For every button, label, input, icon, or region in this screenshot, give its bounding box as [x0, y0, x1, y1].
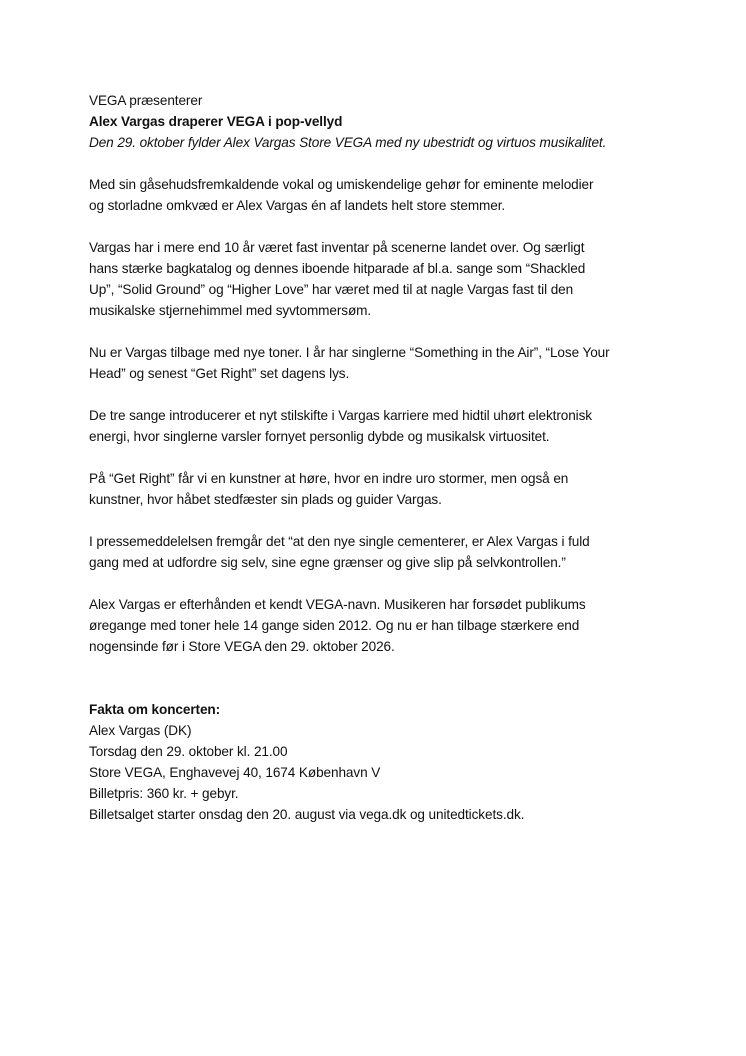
facts-block — [89, 699, 669, 825]
paragraph-line: Med sin gåsehudsfremkaldende vokal og umiskendelige gehør for eminente melodier — [89, 177, 594, 192]
paragraph-line: musikalske stjernehimmel med syvtommersøm. — [89, 303, 372, 318]
paragraph-line: og storladne omkvæd er Alex Vargas én af landets helt store stemmer. — [89, 198, 506, 213]
paragraph-2 — [89, 237, 669, 321]
facts-date: Torsdag den 29. oktober kl. 21.00 — [89, 744, 288, 759]
paragraph-line: nogensinde før i Store VEGA den 29. oktober 2026. — [89, 639, 395, 654]
facts-venue: Store VEGA, Enghavevej 40, 1674 København V — [89, 765, 381, 780]
paragraph-line: Nu er Vargas tilbage med nye toner. I år har singlerne “Something in the Air”, “Lose Your — [89, 345, 610, 360]
paragraph-4 — [89, 405, 669, 447]
subheadline: Den 29. oktober fylder Alex Vargas Store VEGA med ny ubestridt og virtuos musikalitet. — [89, 135, 607, 150]
facts-artist: Alex Vargas (DK) — [89, 723, 192, 738]
facts-sale: Billetsalget starter onsdag den 20. august via vega.dk og unitedtickets.dk. — [89, 807, 525, 822]
paragraph-line: I pressemeddelelsen fremgår det “at den nye single cementerer, er Alex Vargas i fuld — [89, 534, 590, 549]
paragraph-line: På “Get Right” får vi en kunstner at høre, hvor en indre uro stormer, men også en — [89, 471, 569, 486]
press-release-document — [89, 90, 669, 825]
paragraph-line: Vargas har i mere end 10 år været fast inventar på scenerne landet over. Og særligt — [89, 240, 585, 255]
paragraph-7 — [89, 594, 669, 657]
paragraph-line: gang med at udfordre sig selv, sine egne grænser og give slip på selvkontrollen.” — [89, 555, 566, 570]
paragraph-line: øregange med toner hele 14 gange siden 2012. Og nu er han tilbage stærkere end — [89, 618, 580, 633]
presenter-line: VEGA præsenterer — [89, 93, 203, 108]
paragraph-line: Alex Vargas er efterhånden et kendt VEGA-navn. Musikeren har forsødet publikums — [89, 597, 586, 612]
section-spacer — [89, 678, 669, 699]
paragraph-6 — [89, 531, 669, 573]
facts-price: Billetpris: 360 kr. + gebyr. — [89, 786, 239, 801]
paragraph-3 — [89, 342, 669, 384]
facts-heading: Fakta om koncerten: — [89, 702, 221, 717]
paragraph-line: energi, hvor singlerne varsler fornyet personlig dybde og musikalsk virtuositet. — [89, 429, 550, 444]
paragraph-line: Up”, “Solid Ground” og “Higher Love” har været med til at nagle Vargas fast til den — [89, 282, 574, 297]
paragraph-1 — [89, 174, 669, 216]
headline: Alex Vargas draperer VEGA i pop-vellyd — [89, 114, 343, 129]
header-block — [89, 90, 669, 153]
paragraph-line: De tre sange introducerer et nyt stilskifte i Vargas karriere med hidtil uhørt elektronisk — [89, 408, 592, 423]
paragraph-line: kunstner, hvor håbet stedfæster sin plads og guider Vargas. — [89, 492, 442, 507]
paragraph-line: hans stærke bagkatalog og dennes iboende hitparade af bl.a. sange som “Shackled — [89, 261, 586, 276]
paragraph-line: Head” og senest “Get Right” set dagens lys. — [89, 366, 350, 381]
paragraph-5 — [89, 468, 669, 510]
